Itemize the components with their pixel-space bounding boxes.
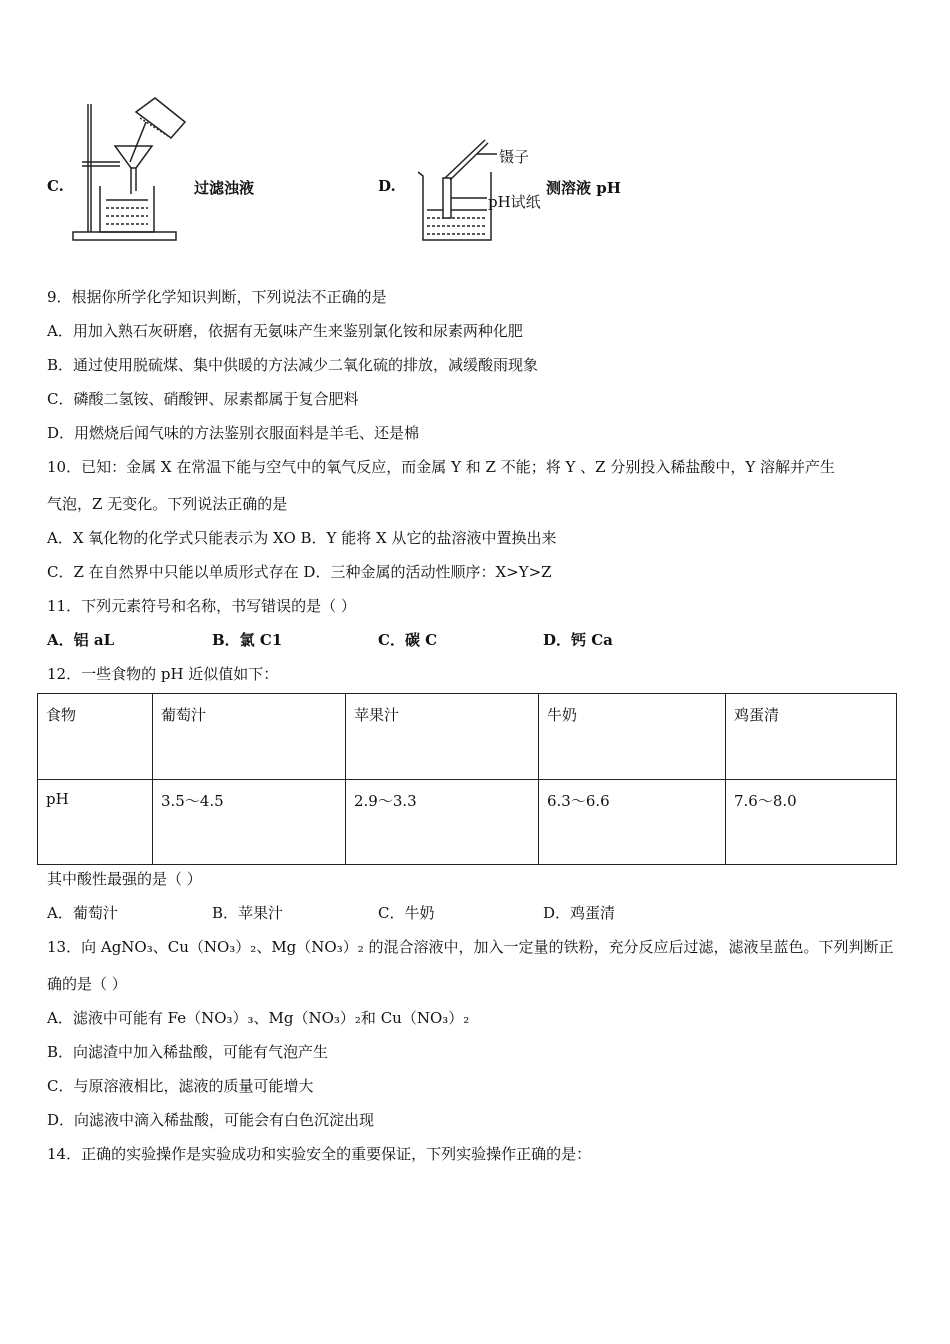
q9-option-a: A．用加入熟石灰研磨，依据有无氨味产生来鉴别氯化铵和尿素两种化肥	[47, 322, 523, 340]
q11-option-b: B．氯 C1	[212, 631, 283, 649]
q13-option-c: C．与原溶液相比，滤液的质量可能增大	[47, 1077, 314, 1095]
table-cell: 6.3～6.6	[539, 780, 726, 865]
table-row	[38, 780, 897, 865]
table-cell: 7.6～8.0	[726, 780, 897, 865]
q14-stem: 14．正确的实验操作是实验成功和实验安全的重要保证，下列实验操作正确的是：	[47, 1145, 592, 1163]
table-cell: 鸡蛋清	[726, 694, 897, 780]
q12-followup: 其中酸性最强的是（ ）	[47, 870, 202, 888]
q11-stem: 11．下列元素符号和名称，书写错误的是（ ）	[47, 597, 356, 615]
q9-option-b: B．通过使用脱硫煤、集中供暖的方法减少二氧化硫的排放，减缓酸雨现象	[47, 356, 539, 374]
q13-option-b: B．向滤渣中加入稀盐酸，可能有气泡产生	[47, 1043, 329, 1061]
table-header-row	[38, 694, 897, 780]
q8-option-c-caption: 过滤浊液	[194, 179, 255, 197]
q9-option-c: C．磷酸二氢铵、硝酸钾、尿素都属于复合肥料	[47, 390, 359, 408]
table-cell: 食物	[38, 694, 153, 780]
table-cell: 牛奶	[539, 694, 726, 780]
q11-option-d: D．钙 Ca	[543, 631, 613, 649]
table-cell: pH	[38, 780, 153, 865]
q8-option-d-caption: 测溶液 pH	[546, 179, 621, 197]
q9-option-d: D．用燃烧后闻气味的方法鉴别衣服面料是羊毛、还是棉	[47, 424, 420, 442]
q13-stem-line2: 确的是（ ）	[47, 975, 127, 993]
ph-test-drawing	[418, 140, 497, 240]
q13-stem-rest: 的混合溶液中，加入一定量的铁粉，充分反应后过滤，滤液呈蓝色。下列判断正	[363, 938, 894, 956]
q12-option-d: D．鸡蛋清	[543, 904, 616, 922]
q9-stem: 9．根据你所学化学知识判断，下列说法不正确的是	[47, 288, 387, 306]
q12-stem: 12．一些食物的 pH 近似值如下：	[47, 665, 279, 683]
q12-option-a: A．葡萄汁	[47, 904, 118, 922]
q13-stem-formula: AgNO₃、Cu（NO₃）₂、Mg（NO₃）₂	[100, 938, 364, 956]
filtration-apparatus-figure	[70, 98, 270, 248]
q12-option-b: B．苹果汁	[212, 904, 284, 922]
q13-option-d: D．向滤液中滴入稀盐酸，可能会有白色沉淀出现	[47, 1111, 375, 1129]
q8-option-d-letter: D.	[378, 177, 396, 195]
q11-option-a: A．铝 aL	[47, 631, 115, 649]
q11-option-c: C．碳 C	[378, 631, 438, 649]
q12-option-c: C．牛奶	[378, 904, 435, 922]
table-cell: 葡萄汁	[153, 694, 346, 780]
q10-options-line2: C．Z 在自然界中只能以单质形式存在 D．三种金属的活动性顺序：X>Y>Z	[47, 563, 552, 581]
q10-options-line1: A．X 氧化物的化学式只能表示为 XO B．Y 能将 X 从它的盐溶液中置换出来	[47, 529, 557, 547]
table-cell: 3.5～4.5	[153, 780, 346, 865]
filtration-stand-drawing	[73, 98, 185, 240]
q8-option-c-letter: C.	[47, 177, 64, 195]
table-cell: 苹果汁	[346, 694, 539, 780]
ph-paper-label: pH试纸	[488, 193, 541, 211]
q13-stem-prefix: 13．向	[47, 938, 101, 956]
q13-option-a: A．滤液中可能有 Fe（NO₃）₃、Mg（NO₃）₂和 Cu（NO₃）₂	[47, 1009, 470, 1027]
q10-stem-line2: 气泡，Z 无变化。下列说法正确的是	[47, 495, 288, 513]
ph-table	[37, 693, 897, 865]
tweezers-label: 镊子	[499, 148, 530, 166]
q13-stem-line1	[47, 936, 894, 957]
table-cell: 2.9～3.3	[346, 780, 539, 865]
q10-stem-line1: 10．已知：金属 X 在常温下能与空气中的氧气反应，而金属 Y 和 Z 不能；将 Y 、Z 分别投入稀盐酸中，Y 溶解并产生	[47, 458, 836, 476]
